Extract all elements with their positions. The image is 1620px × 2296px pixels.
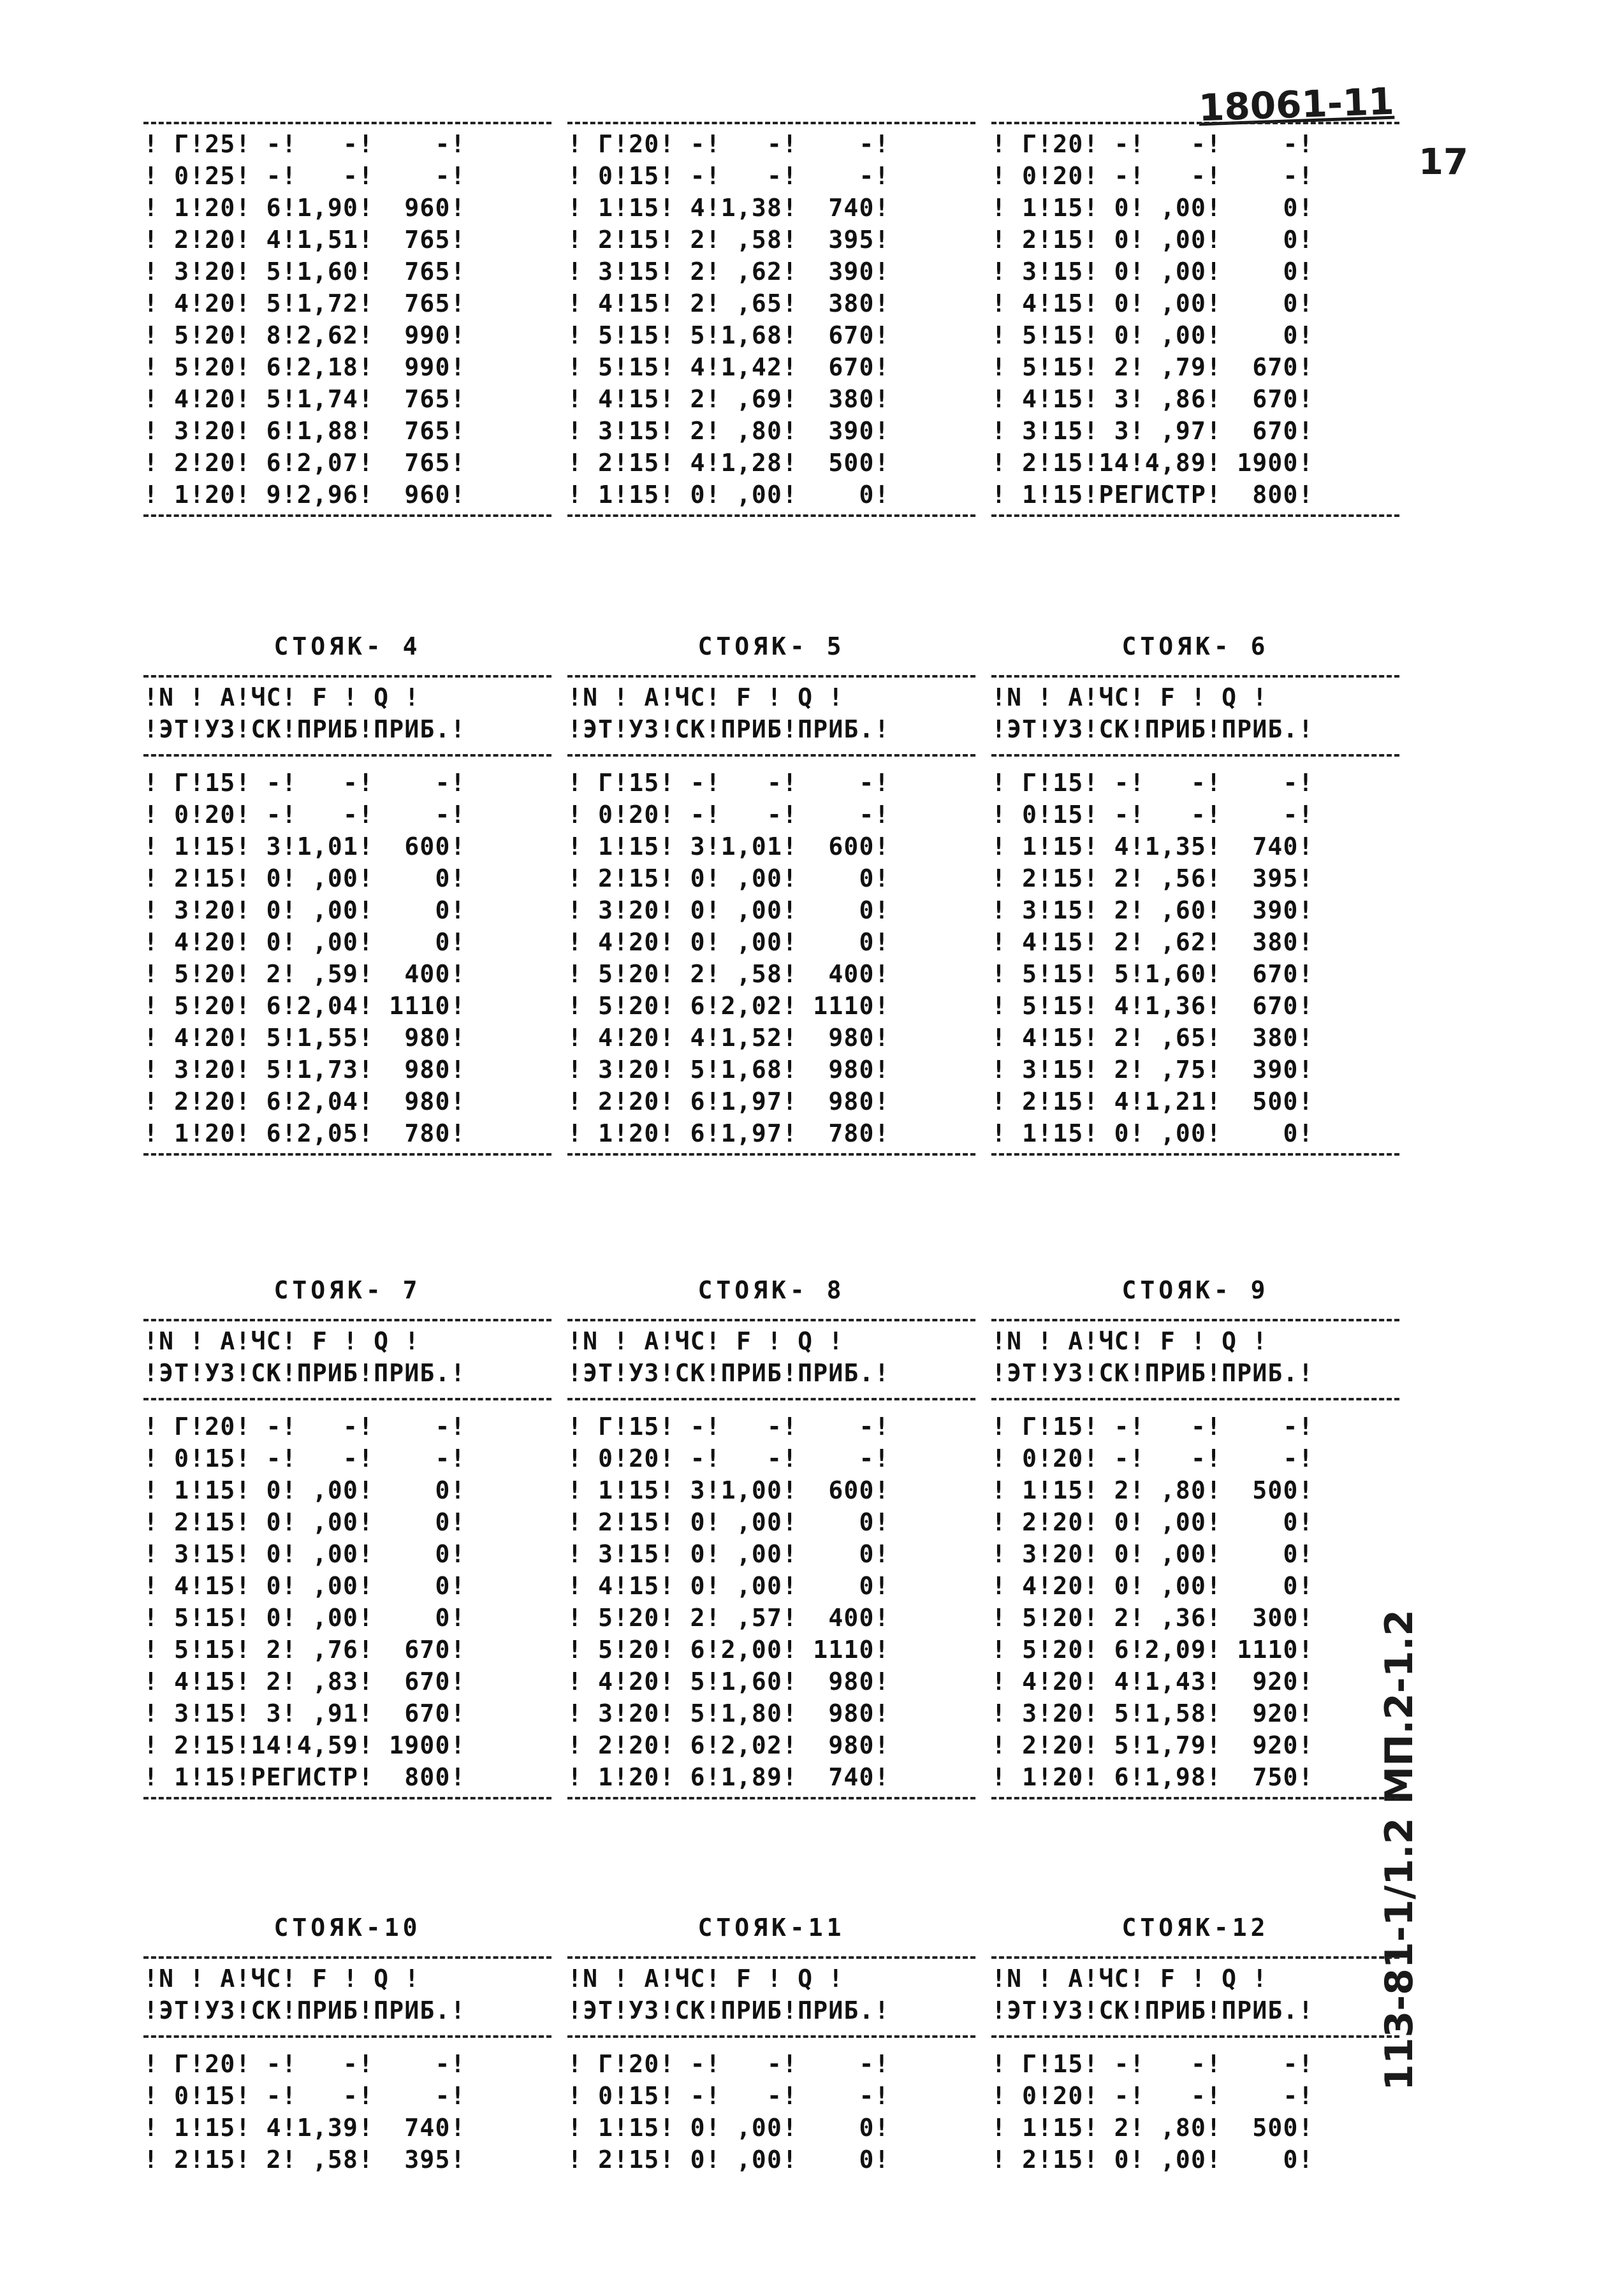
- dashed-rule: [991, 1153, 1399, 1156]
- dashed-rule: [567, 1153, 975, 1156]
- dashed-rule: [567, 675, 975, 678]
- document-code-vertical: 113-81-1/1.2 МП.2-1.2: [1377, 1609, 1422, 2091]
- riser-table-block: [567, 1903, 975, 2176]
- table-row: ! 1!15! 4!1,38! 740!: [567, 194, 890, 222]
- table-row: ! 5!20! 6!2,18! 990!: [143, 353, 466, 381]
- table-row: ! 1!15! 3!1,01! 600!: [143, 832, 466, 861]
- riser-title: СТОЯК-10: [274, 1914, 421, 1942]
- riser-table-block: [567, 1265, 975, 1803]
- table-row: ! 2!20! 6!2,07! 765!: [143, 449, 466, 477]
- dashed-rule: [143, 675, 551, 678]
- riser-table-block: [143, 1903, 551, 2176]
- table-header-line: !ЭТ!УЗ!СК!ПРИБ!ПРИБ.!: [991, 1359, 1314, 1387]
- table-row: ! 2!15! 4!1,28! 500!: [567, 449, 890, 477]
- table-row: ! 2!15!14!4,59! 1900!: [143, 1731, 466, 1759]
- table-header-line: !N ! А!ЧС! F ! Q !: [567, 1965, 844, 1993]
- table-row: ! 5!20! 6!2,02! 1110!: [567, 992, 890, 1020]
- table-row: ! 3!15! 0! ,00! 0!: [567, 1540, 890, 1568]
- table-row: ! 2!15! 0! ,00! 0!: [143, 864, 466, 892]
- table-header-line: !ЭТ!УЗ!СК!ПРИБ!ПРИБ.!: [991, 1996, 1314, 2024]
- table-row: ! Г!15! -! -! -!: [143, 769, 466, 797]
- riser-table-block: [143, 118, 551, 521]
- table-row: ! 2!15!14!4,89! 1900!: [991, 449, 1314, 477]
- riser-table-block: [567, 621, 975, 1159]
- table-row: ! 4!20! 4!1,52! 980!: [567, 1024, 890, 1052]
- table-row: ! 3!15! 2! ,62! 390!: [567, 258, 890, 286]
- riser-title: СТОЯК- 8: [697, 1276, 845, 1304]
- table-row: ! 3!15! 2! ,75! 390!: [991, 1056, 1314, 1084]
- table-row: ! 2!15! 0! ,00! 0!: [567, 864, 890, 892]
- dashed-rule: [567, 1956, 975, 1959]
- table-row: ! 1!20! 6!1,97! 780!: [567, 1119, 890, 1147]
- page-number: 17: [1419, 142, 1468, 183]
- table-row: ! 0!25! -! -! -!: [143, 162, 466, 190]
- table-row: ! Г!20! -! -! -!: [143, 1413, 466, 1441]
- table-row: ! 4!20! 5!1,55! 980!: [143, 1024, 466, 1052]
- table-row: ! Г!20! -! -! -!: [567, 2050, 890, 2078]
- dashed-rule: [143, 122, 551, 124]
- table-row: ! 1!15! 3!1,01! 600!: [567, 832, 890, 861]
- dashed-rule: [991, 1797, 1399, 1799]
- table-row: ! 5!20! 6!2,00! 1110!: [567, 1636, 890, 1664]
- table-row: ! 1!20! 6!1,90! 960!: [143, 194, 466, 222]
- dashed-rule: [991, 2035, 1399, 2038]
- table-row: ! 2!20! 6!2,04! 980!: [143, 1087, 466, 1115]
- table-header-line: !ЭТ!УЗ!СК!ПРИБ!ПРИБ.!: [991, 715, 1314, 743]
- dashed-rule: [567, 1797, 975, 1799]
- table-row: ! 4!15! 2! ,65! 380!: [567, 289, 890, 317]
- dashed-rule: [567, 514, 975, 517]
- riser-table-block: [567, 118, 975, 521]
- table-header-line: !ЭТ!УЗ!СК!ПРИБ!ПРИБ.!: [143, 1996, 466, 2024]
- riser-table-block: [143, 621, 551, 1159]
- table-row: ! 3!15! 0! ,00! 0!: [143, 1540, 466, 1568]
- riser-title: СТОЯК- 5: [697, 632, 845, 660]
- table-row: ! 4!15! 2! ,62! 380!: [991, 928, 1314, 956]
- dashed-rule: [143, 754, 551, 757]
- table-header-line: !ЭТ!УЗ!СК!ПРИБ!ПРИБ.!: [567, 715, 890, 743]
- document-number: 18061-11: [1197, 79, 1395, 130]
- table-header-line: !N ! А!ЧС! F ! Q !: [991, 1327, 1268, 1355]
- dashed-rule: [143, 1398, 551, 1400]
- table-row: ! 2!20! 5!1,79! 920!: [991, 1731, 1314, 1759]
- table-row: ! 5!20! 6!2,09! 1110!: [991, 1636, 1314, 1664]
- table-row: ! 3!15! 3! ,97! 670!: [991, 417, 1314, 445]
- table-row: ! 5!20! 6!2,04! 1110!: [143, 992, 466, 1020]
- table-row: ! 2!15! 4!1,21! 500!: [991, 1087, 1314, 1115]
- table-row: ! 1!15! 2! ,80! 500!: [991, 1476, 1314, 1504]
- table-row: ! 2!15! 0! ,00! 0!: [143, 1508, 466, 1536]
- table-row: ! Г!15! -! -! -!: [991, 769, 1314, 797]
- table-row: ! 1!20! 6!1,89! 740!: [567, 1763, 890, 1791]
- table-row: ! 4!15! 0! ,00! 0!: [991, 289, 1314, 317]
- table-row: ! 3!15! 3! ,91! 670!: [143, 1699, 466, 1727]
- table-row: ! 2!20! 6!1,97! 980!: [567, 1087, 890, 1115]
- table-row: ! Г!15! -! -! -!: [567, 769, 890, 797]
- table-row: ! 5!15! 4!1,36! 670!: [991, 992, 1314, 1020]
- riser-title: СТОЯК-12: [1121, 1914, 1269, 1942]
- table-row: ! Г!15! -! -! -!: [991, 2050, 1314, 2078]
- table-row: ! 2!15! 2! ,56! 395!: [991, 864, 1314, 892]
- table-row: ! 0!20! -! -! -!: [991, 162, 1314, 190]
- table-row: ! 4!15! 0! ,00! 0!: [143, 1572, 466, 1600]
- table-row: ! 1!15! 0! ,00! 0!: [991, 1119, 1314, 1147]
- table-row: ! 3!20! 0! ,00! 0!: [143, 896, 466, 924]
- table-row: ! Г!15! -! -! -!: [567, 1413, 890, 1441]
- dashed-rule: [143, 1153, 551, 1156]
- table-row: ! 4!20! 5!1,72! 765!: [143, 289, 466, 317]
- table-row: ! 0!15! -! -! -!: [567, 2082, 890, 2110]
- riser-title: СТОЯК- 9: [1121, 1276, 1269, 1304]
- table-row: ! 0!15! -! -! -!: [567, 162, 890, 190]
- table-row: ! 0!15! -! -! -!: [143, 1444, 466, 1472]
- table-row: ! 3!20! 0! ,00! 0!: [991, 1540, 1314, 1568]
- table-header-line: !N ! А!ЧС! F ! Q !: [567, 1327, 844, 1355]
- table-row: ! 4!15! 2! ,69! 380!: [567, 385, 890, 413]
- table-row: ! 0!20! -! -! -!: [991, 2082, 1314, 2110]
- table-header-line: !N ! А!ЧС! F ! Q !: [143, 1965, 420, 1993]
- dashed-rule: [567, 1398, 975, 1400]
- riser-title: СТОЯК- 4: [274, 632, 421, 660]
- riser-table-block: [991, 1265, 1399, 1803]
- dashed-rule: [991, 122, 1399, 124]
- dashed-rule: [991, 675, 1399, 678]
- table-row: ! 2!20! 4!1,51! 765!: [143, 226, 466, 254]
- table-row: ! 0!20! -! -! -!: [143, 801, 466, 829]
- table-header-line: !ЭТ!УЗ!СК!ПРИБ!ПРИБ.!: [143, 715, 466, 743]
- table-row: ! 1!15!РЕГИСТР! 800!: [991, 481, 1314, 509]
- dashed-rule: [567, 2035, 975, 2038]
- table-row: ! 1!15! 0! ,00! 0!: [567, 481, 890, 509]
- table-row: ! 3!15! 2! ,60! 390!: [991, 896, 1314, 924]
- dashed-rule: [143, 1956, 551, 1959]
- table-row: ! 5!20! 8!2,62! 990!: [143, 321, 466, 349]
- table-row: ! Г!20! -! -! -!: [567, 130, 890, 158]
- table-row: ! 2!15! 0! ,00! 0!: [567, 2146, 890, 2174]
- table-row: ! 1!15!РЕГИСТР! 800!: [143, 1763, 466, 1791]
- dashed-rule: [143, 514, 551, 517]
- table-row: ! 1!15! 0! ,00! 0!: [143, 1476, 466, 1504]
- table-row: ! 4!20! 5!1,60! 980!: [567, 1668, 890, 1696]
- riser-title: СТОЯК-11: [697, 1914, 845, 1942]
- table-row: ! 3!20! 5!1,80! 980!: [567, 1699, 890, 1727]
- table-header-line: !N ! А!ЧС! F ! Q !: [991, 683, 1268, 711]
- table-row: ! 4!15! 3! ,86! 670!: [991, 385, 1314, 413]
- riser-table-block: [991, 1903, 1399, 2176]
- table-row: ! 1!15! 0! ,00! 0!: [991, 194, 1314, 222]
- table-header-line: !N ! А!ЧС! F ! Q !: [143, 1327, 420, 1355]
- table-row: ! 3!20! 5!1,68! 980!: [567, 1056, 890, 1084]
- table-header-line: !ЭТ!УЗ!СК!ПРИБ!ПРИБ.!: [567, 1359, 890, 1387]
- riser-title: СТОЯК- 6: [1121, 632, 1269, 660]
- table-row: ! 4!20! 0! ,00! 0!: [991, 1572, 1314, 1600]
- table-row: ! 1!15! 0! ,00! 0!: [567, 2114, 890, 2142]
- dashed-rule: [991, 1319, 1399, 1321]
- table-row: ! 5!20! 2! ,59! 400!: [143, 960, 466, 988]
- table-header-line: !N ! А!ЧС! F ! Q !: [991, 1965, 1268, 1993]
- table-row: ! 0!20! -! -! -!: [567, 801, 890, 829]
- table-row: ! 4!20! 4!1,43! 920!: [991, 1668, 1314, 1696]
- table-row: ! 0!15! -! -! -!: [143, 2082, 466, 2110]
- table-row: ! 1!15! 3!1,00! 600!: [567, 1476, 890, 1504]
- table-row: ! 5!15! 4!1,42! 670!: [567, 353, 890, 381]
- table-header-line: !N ! А!ЧС! F ! Q !: [143, 683, 420, 711]
- table-row: ! 0!20! -! -! -!: [991, 1444, 1314, 1472]
- dashed-rule: [991, 1956, 1399, 1959]
- table-row: ! 2!20! 6!2,02! 980!: [567, 1731, 890, 1759]
- table-row: ! 5!15! 2! ,79! 670!: [991, 353, 1314, 381]
- table-row: ! 4!15! 2! ,65! 380!: [991, 1024, 1314, 1052]
- table-row: ! 4!15! 2! ,83! 670!: [143, 1668, 466, 1696]
- table-row: ! Г!25! -! -! -!: [143, 130, 466, 158]
- table-row: ! 5!15! 5!1,68! 670!: [567, 321, 890, 349]
- table-row: ! 2!15! 2! ,58! 395!: [143, 2146, 466, 2174]
- table-row: ! 4!20! 5!1,74! 765!: [143, 385, 466, 413]
- table-row: ! 5!20! 2! ,57! 400!: [567, 1604, 890, 1632]
- dashed-rule: [143, 1319, 551, 1321]
- riser-table-block: [991, 118, 1399, 521]
- dashed-rule: [991, 514, 1399, 517]
- table-row: ! 5!15! 0! ,00! 0!: [143, 1604, 466, 1632]
- table-row: ! 0!15! -! -! -!: [991, 801, 1314, 829]
- table-row: ! 0!20! -! -! -!: [567, 1444, 890, 1472]
- dashed-rule: [567, 122, 975, 124]
- dashed-rule: [991, 1398, 1399, 1400]
- dashed-rule: [567, 1319, 975, 1321]
- riser-table-block: [991, 621, 1399, 1159]
- table-row: ! 1!20! 6!1,98! 750!: [991, 1763, 1314, 1791]
- riser-title: СТОЯК- 7: [274, 1276, 421, 1304]
- table-row: ! 3!20! 5!1,58! 920!: [991, 1699, 1314, 1727]
- table-row: ! 1!15! 4!1,39! 740!: [143, 2114, 466, 2142]
- table-row: ! 1!15! 4!1,35! 740!: [991, 832, 1314, 861]
- table-header-line: !ЭТ!УЗ!СК!ПРИБ!ПРИБ.!: [567, 1996, 890, 2024]
- table-row: ! 1!20! 6!2,05! 780!: [143, 1119, 466, 1147]
- table-row: ! 4!15! 0! ,00! 0!: [567, 1572, 890, 1600]
- table-row: ! 2!15! 0! ,00! 0!: [567, 1508, 890, 1536]
- table-row: ! 2!15! 2! ,58! 395!: [567, 226, 890, 254]
- table-row: ! 1!15! 2! ,80! 500!: [991, 2114, 1314, 2142]
- table-row: ! 5!15! 0! ,00! 0!: [991, 321, 1314, 349]
- table-header-line: !ЭТ!УЗ!СК!ПРИБ!ПРИБ.!: [143, 1359, 466, 1387]
- table-row: ! 5!15! 5!1,60! 670!: [991, 960, 1314, 988]
- table-row: ! Г!20! -! -! -!: [991, 130, 1314, 158]
- table-row: ! 1!20! 9!2,96! 960!: [143, 481, 466, 509]
- table-row: ! 4!20! 0! ,00! 0!: [143, 928, 466, 956]
- table-row: ! Г!15! -! -! -!: [991, 1413, 1314, 1441]
- table-row: ! 2!15! 0! ,00! 0!: [991, 226, 1314, 254]
- table-row: ! 3!20! 5!1,73! 980!: [143, 1056, 466, 1084]
- table-row: ! 2!20! 0! ,00! 0!: [991, 1508, 1314, 1536]
- table-row: ! 3!15! 2! ,80! 390!: [567, 417, 890, 445]
- table-row: ! 5!20! 2! ,58! 400!: [567, 960, 890, 988]
- table-row: ! 3!15! 0! ,00! 0!: [991, 258, 1314, 286]
- table-row: ! 5!15! 2! ,76! 670!: [143, 1636, 466, 1664]
- table-row: ! 3!20! 0! ,00! 0!: [567, 896, 890, 924]
- table-row: ! 2!15! 0! ,00! 0!: [991, 2146, 1314, 2174]
- dashed-rule: [567, 754, 975, 757]
- table-header-line: !N ! А!ЧС! F ! Q !: [567, 683, 844, 711]
- table-row: ! 5!20! 2! ,36! 300!: [991, 1604, 1314, 1632]
- table-row: ! Г!20! -! -! -!: [143, 2050, 466, 2078]
- table-row: ! 4!20! 0! ,00! 0!: [567, 928, 890, 956]
- table-row: ! 3!20! 6!1,88! 765!: [143, 417, 466, 445]
- riser-table-block: [143, 1265, 551, 1803]
- dashed-rule: [143, 1797, 551, 1799]
- dashed-rule: [991, 754, 1399, 757]
- dashed-rule: [143, 2035, 551, 2038]
- table-row: ! 3!20! 5!1,60! 765!: [143, 258, 466, 286]
